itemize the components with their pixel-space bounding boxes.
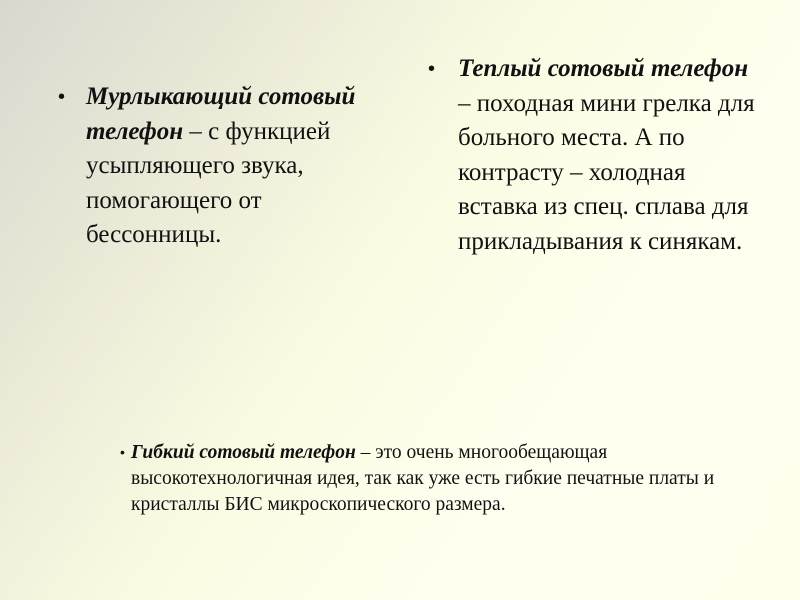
bullet-item-warm-phone: [428, 52, 758, 259]
item-description: – это очень многообещающая высокотехнологичная идея, так как уже есть гибкие печатные платы и кристаллы БИС микроскопического размера.: [131, 442, 715, 515]
bullet-icon: •: [58, 86, 66, 108]
item-term: Теплый сотовый телефон: [458, 55, 749, 82]
bullet-item-flexible-phone: [120, 440, 751, 518]
bullet-icon: •: [428, 58, 436, 80]
item-term: Мурлыкающий сотовый телефон: [86, 83, 356, 145]
item-description: – с функцией усыпляющего звука, помогающего от бессонницы.: [86, 117, 331, 248]
item-description: – походная мини грелка для больного места. А по контрасту – холодная вставка из спец. сплава для прикладывания к синякам.: [458, 89, 755, 255]
bullet-item-purring-phone: [58, 80, 386, 253]
bullet-text: [86, 80, 386, 253]
bullet-icon: •: [120, 444, 125, 460]
bullet-text: [458, 52, 758, 259]
bullet-text: [131, 440, 751, 518]
item-term: Гибкий сотовый телефон: [131, 442, 356, 463]
